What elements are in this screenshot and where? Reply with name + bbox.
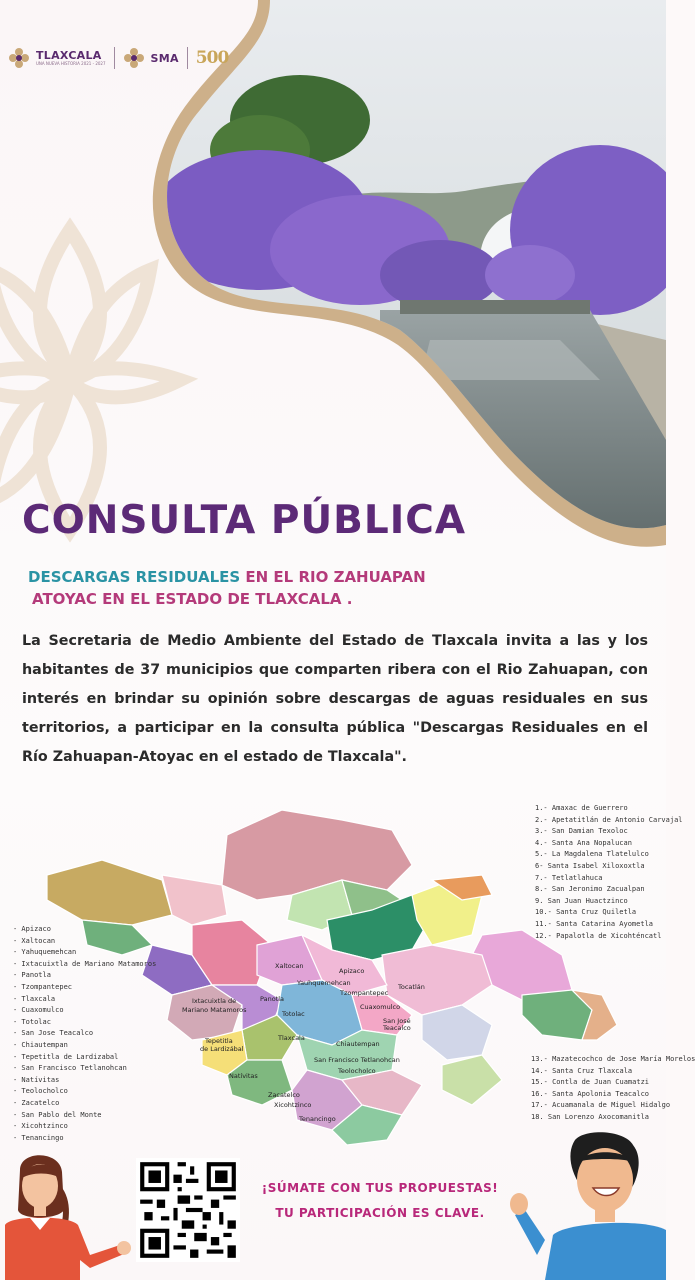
municipality-item: 9. San Juan Huactzinco <box>535 896 628 905</box>
municipality-item: - Ixtacuixtla de Mariano Matamoros <box>13 959 157 968</box>
page-title: CONSULTA PÚBLICA <box>22 498 467 543</box>
logo-500-text: 500 <box>195 48 229 68</box>
municipality-item: 1.- Amaxac de Guerrero <box>535 804 628 812</box>
cta-line2: TU PARTICIPACIÓN ES CLAVE. <box>275 1206 485 1220</box>
left-municipality-list <box>13 924 156 1144</box>
municipality-item: 3.- San Damian Texoloc <box>535 827 628 836</box>
municipality-item: - San Jose Teacalco <box>13 1029 94 1038</box>
tlaxcala-logo <box>36 50 106 66</box>
man-illustration <box>505 1130 666 1280</box>
woman-illustration <box>0 1150 135 1280</box>
map-label-teolocholco: Teolocholco <box>338 1067 376 1075</box>
municipality-item: - Panotla <box>13 971 51 980</box>
right-municipality-list-bottom <box>531 1054 695 1124</box>
subtitle-line2: ATOYAC EN EL ESTADO DE TLAXCALA . <box>32 590 353 608</box>
municipality-item: 7.- Tetlatlahuca <box>535 873 603 882</box>
municipality-item: - Tlaxcala <box>13 994 56 1003</box>
map-label-chiautempan: Chiautempan <box>336 1040 380 1048</box>
municipality-item: - Cuaxomulco <box>13 1006 64 1015</box>
map-label-tlaxcala: Tlaxcala <box>278 1034 305 1042</box>
body-paragraph: La Secretaria de Medio Ambiente del Estado de Tlaxcala invita a las y los habitantes de 37 municipios que comparten ribera con el Rio Zahuapan, con interés en brindar su opinión sobre descargas de aguas residuales en sus territorios, a participar en la consulta pública "Descargas Residuales en el Río Zahuapan-Atoyac en el estado de Tlaxcala". <box>22 633 648 765</box>
municipality-item: - Totolac <box>13 1017 51 1026</box>
subtitle <box>28 566 426 610</box>
cta-line1: ¡SÚMATE CON TUS PROPUESTAS! <box>261 1181 499 1195</box>
map-label-tocatlan: Tocatlán <box>398 983 425 991</box>
municipality-item: - Tzompantepec <box>13 982 73 991</box>
header-logos <box>8 42 228 74</box>
map-label-cuaxomulco: Cuaxomulco <box>360 1003 401 1011</box>
map-label-ixtacuixtla1: Ixtacuixtla de <box>192 997 237 1005</box>
municipality-item: 14.- Santa Cruz Tlaxcala <box>531 1066 633 1075</box>
municipality-item: - San Pablo del Monte <box>13 1110 102 1119</box>
map-label-xicohtzinco: Xicohtzinco <box>274 1101 312 1109</box>
municipality-item: 10.- Santa Cruz Quiletla <box>535 908 637 917</box>
municipality-item: - Apizaco <box>13 925 51 933</box>
municipality-item: - Tepetitla de Lardizabal <box>13 1052 119 1061</box>
map-label-panotla: Panotla <box>260 995 285 1003</box>
map-label-tenancingo: Tenancingo <box>299 1115 336 1123</box>
map-label-tepetitla1: Tepetitla <box>205 1037 233 1045</box>
sma-logo-text: SMA <box>150 51 179 65</box>
map-label-sanfrancisco: San Francisco Tetlanohcan <box>314 1056 400 1064</box>
logo-divider <box>114 47 115 69</box>
municipality-item: 12.- Papalotla de Xicohténcatl <box>535 931 662 940</box>
river-photo <box>0 0 666 560</box>
municipality-item: - Tenancingo <box>13 1133 64 1142</box>
right-municipality-list-top <box>535 803 683 942</box>
municipality-item: 17.- Acuamanala de Miguel Hidalgo <box>531 1101 671 1110</box>
municipality-item: - Yahuquemehcan <box>13 948 77 957</box>
sma-flower-icon <box>123 47 145 69</box>
municipality-item: 18. San Lorenzo Axocomanitla <box>531 1112 650 1121</box>
municipality-item: 8.- San Jeronimo Zacualpan <box>535 885 645 894</box>
map-label-apizaco: Apizaco <box>339 967 365 975</box>
municipality-item: - Chiautempan <box>13 1040 68 1049</box>
map-label-tzompantepec: Tzompantepec <box>340 989 389 997</box>
municipality-item: 6- Santa Isabel Xiloxoxtla <box>535 861 645 870</box>
municipality-item: 4.- Santa Ana Nopalucan <box>535 838 632 847</box>
municipality-item: - San Francisco Tetlanohcan <box>13 1064 127 1073</box>
qr-code[interactable] <box>136 1158 240 1262</box>
logo-divider <box>187 47 188 69</box>
map-label-yauhquemehcan: Yauhquemehcan <box>297 979 351 987</box>
map-label-nativitas: Natívitas <box>229 1072 258 1080</box>
tlaxcala-logo-sub: UNA NUEVA HISTORIA 2021 - 2027 <box>36 61 106 66</box>
municipality-item: - Xicohtzinco <box>13 1122 68 1131</box>
municipality-item: 2.- Apetatitlán de Antonio Carvajal <box>535 815 683 824</box>
municipality-item: 13.- Mazatecochco de Jose María Morelos <box>531 1055 695 1063</box>
map-label-totolac: Totolac <box>282 1010 305 1018</box>
subtitle-part2: EN EL RIO ZAHUAPAN <box>240 568 426 586</box>
tlaxcala-logo-text: TLAXCALA <box>36 49 102 62</box>
municipality-item: 5.- La Magdalena Tlatelulco <box>535 850 649 859</box>
municipality-item: 16.- Santa Apolonia Teacalco <box>531 1089 650 1098</box>
municipality-item: - Teolocholco <box>13 1087 68 1096</box>
municipality-item: - Xaltocan <box>13 936 56 945</box>
map-label-tepetitla2: de Lardizábal <box>200 1045 244 1053</box>
map-label-ixtacuixtla2: Mariano Matamoros <box>182 1006 247 1014</box>
municipality-item: 15.- Contla de Juan Cuamatzi <box>531 1078 650 1087</box>
municipality-item: 11.- Santa Catarina Ayometla <box>535 919 654 928</box>
municipality-item: - Natívitas <box>13 1075 60 1084</box>
map-label-sanjose2: Teacalco <box>383 1024 411 1032</box>
subtitle-part1: DESCARGAS RESIDUALES <box>28 568 241 586</box>
municipality-item: - Zacatelco <box>13 1098 60 1107</box>
map-label-xaltocan: Xaltocan <box>275 962 304 970</box>
tlaxcala-flower-icon <box>8 47 30 69</box>
call-to-action <box>255 1176 505 1226</box>
map-label-zacatelco: Zacatelco <box>268 1091 300 1099</box>
map-label-sanjose1: San José <box>383 1017 411 1025</box>
